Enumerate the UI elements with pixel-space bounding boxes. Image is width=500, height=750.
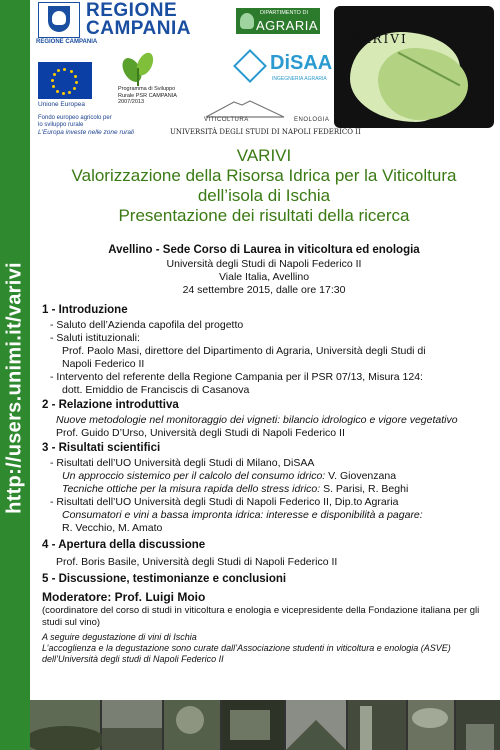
talk-line: Un approccio sistemico per il calcolo del consumo idrico: V. Giovenzana [62, 470, 397, 482]
photo-strip [30, 700, 500, 750]
event-info [34, 243, 494, 297]
regione-campania-crest-icon [38, 2, 80, 38]
speaker-line: Napoli Federico II [62, 358, 145, 370]
program [42, 302, 496, 665]
list-item: - Saluti istituzionali: [50, 332, 140, 344]
list-item: - Intervento del referente della Regione Campania per il PSR 07/13, Misura 124: [50, 371, 423, 383]
agraria-plant-icon [240, 13, 254, 29]
sidebar-url-text[interactable]: http://users.unimi.it/varivi [3, 262, 26, 514]
eu-flag-icon [38, 62, 92, 99]
varivi-leaf-logo [334, 6, 494, 128]
vesuvius-icon [204, 96, 286, 118]
section-1-heading: 1 - Introduzione [42, 304, 128, 316]
talk-line: Tecniche ottiche per la misura rapida dello stress idrico: S. Parisi, R. Beghi [62, 483, 409, 495]
varivi-logo-text: VARIVI [352, 32, 408, 46]
hosts-note: L’accoglienza e la degustazione sono curate dall’Associazione studenti in viticoltura e enologia (ASVE) dell’Università degli studi di Napoli Federico II [42, 643, 451, 664]
section-4-heading: 4 - Apertura della discussione [42, 539, 206, 551]
vineyard-photo-1 [30, 700, 105, 750]
project-title-line1: Valorizzazione della Risorsa Idrica per la Viticoltura [71, 166, 457, 185]
vineyard-photo-8 [456, 700, 500, 750]
disaa-subtitle: INGEGNERIA AGRARIA [272, 76, 327, 82]
talk-title: Nuove metodologie nel monitoraggio dei vigneti: bilancio idrologico e vigore vegetativo [56, 414, 458, 426]
title-block [34, 146, 494, 226]
speaker-line: R. Vecchio, M. Amato [62, 522, 163, 534]
regione-crest-label: REGIONE CAMPANIA [36, 39, 98, 45]
event-subtitle: Presentazione dei risultati della ricerca [118, 206, 410, 225]
enologia-label: ENOLOGIA [294, 117, 330, 123]
disaa-diamond-icon [233, 49, 267, 83]
moderator: Moderatore: Prof. Luigi Moio [42, 590, 206, 604]
project-title-line2: dell’isola di Ischia [197, 186, 331, 205]
speaker-line: Prof. Guido D’Urso, Università degli Studi di Napoli Federico II [56, 427, 345, 439]
project-acronym: VARIVI [236, 146, 292, 165]
speaker-line: Prof. Boris Basile, Università degli Studi di Napoli Federico II [56, 556, 338, 568]
talk-title: Consumatori e vini a bassa impronta idrica: interesse e disponibilità a pagare: [62, 509, 423, 521]
regione-campania-wordmark: REGIONE CAMPANIA [86, 0, 191, 39]
vineyard-photo-2 [102, 700, 162, 750]
section-3-heading: 3 - Risultati scientifici [42, 442, 161, 454]
eu-label: Unione Europea [38, 101, 85, 108]
section-5-heading: 5 - Discussione, testimonianze e conclusioni [42, 573, 287, 585]
sidebar-url [0, 0, 30, 750]
psr-leaf-icon [118, 50, 158, 86]
vineyard-photo-4 [222, 700, 284, 750]
list-item: - Risultati dell’UO Università degli Studi di Napoli Federico II, Dip.to Agraria [50, 496, 399, 508]
vineyard-photo-6 [348, 700, 406, 750]
section-2-heading: 2 - Relazione introduttiva [42, 399, 179, 411]
unina-label: UNIVERSITÀ DEGLI STUDI DI NAPOLI FEDERICO II [170, 128, 361, 136]
moderator-note: (coordinatore del corso di studi in viticoltura e enologia e vicepresidente della Fondazione italiana per gli studi sul vino) [42, 605, 480, 628]
speaker-line: Prof. Paolo Masi, direttore del Dipartimento di Agraria, Università degli Studi di [62, 345, 426, 357]
logo-area [34, 0, 500, 146]
event-university: Università degli Studi di Napoli Federico II [166, 258, 362, 270]
eu-fund-text: Fondo europeo agricolo per lo sviluppo rurale [38, 115, 112, 128]
vineyard-photo-7 [408, 700, 454, 750]
event-address: Viale Italia, Avellino [218, 271, 310, 283]
psr-text: Programma di Sviluppo Rurale PSR CAMPANIA 2007/2013 [118, 86, 177, 105]
eu-slogan: L'Europa investe nelle zone rurali [38, 129, 134, 136]
disaa-wordmark: DiSAA [270, 52, 333, 74]
speaker-line: dott. Emiddio de Franciscis di Casanova [62, 384, 250, 396]
event-place: Avellino - Sede Corso di Laurea in viticoltura ed enologia [108, 244, 420, 256]
tasting-note: A seguire degustazione di vini di Ischia [42, 632, 197, 642]
list-item: - Risultati dell’UO Università degli Studi di Milano, DiSAA [50, 457, 315, 469]
list-item: - Saluto dell’Azienda capofila del progetto [50, 319, 244, 331]
agraria-logo: DIPARTIMENTO DI AGRARIA [236, 8, 320, 34]
vineyard-photo-5 [286, 700, 346, 750]
viticoltura-label: VITICOLTURA [204, 117, 249, 123]
event-datetime: 24 settembre 2015, dalle ore 17:30 [182, 284, 346, 296]
vineyard-photo-3 [164, 700, 220, 750]
